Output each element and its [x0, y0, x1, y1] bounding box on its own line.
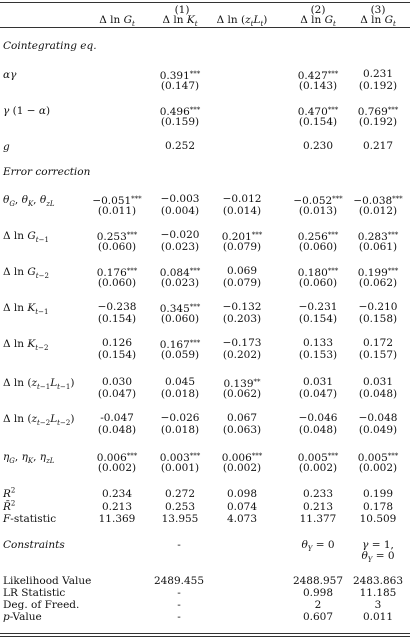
- coefficient-cell: 0.005***: [357, 452, 399, 464]
- std-error-cell: (0.060): [298, 277, 338, 289]
- constraints-col4: $\theta_Y = 0$: [301, 539, 335, 554]
- coefficient-cell: 0.031: [362, 376, 394, 388]
- test-cell: 2483.863: [352, 575, 404, 587]
- coefficient-cell: 0.231: [362, 68, 394, 80]
- coefficient-cell: −0.012: [222, 193, 262, 205]
- std-error-cell: (0.049): [358, 424, 398, 436]
- std-error-cell: (0.147): [160, 80, 200, 92]
- std-error-cell: (0.060): [298, 241, 338, 253]
- coefficient-cell: -0.047: [100, 412, 134, 424]
- std-error-cell: (0.153): [298, 349, 338, 361]
- std-error-cell: (0.159): [160, 116, 200, 128]
- test-cell: 0.607: [302, 611, 334, 623]
- test-cell: 3: [374, 599, 382, 611]
- std-error-cell: (0.079): [222, 241, 262, 253]
- stat-cell: 0.213: [101, 501, 133, 513]
- constraints-col2: -: [177, 539, 181, 551]
- std-error-cell: (0.048): [298, 424, 338, 436]
- std-error-cell: (0.060): [160, 313, 200, 325]
- column-header: Δ $\ln (z_tL_t)$: [216, 14, 268, 29]
- coefficient-cell: −0.173: [222, 337, 262, 349]
- coefficient-cell: 0.139**: [223, 378, 261, 390]
- std-error-cell: (0.063): [222, 424, 262, 436]
- std-error-cell: (0.143): [298, 80, 338, 92]
- std-error-cell: (0.047): [97, 388, 137, 400]
- row-label: Δ $\ln G_{t-1}$: [3, 230, 49, 245]
- coefficient-cell: −0.020: [160, 229, 200, 241]
- stat-cell: 11.377: [299, 513, 337, 525]
- coefficient-cell: 0.030: [101, 376, 133, 388]
- row-label: $\eta_G$, $\eta_K$, $\eta_{zL}$: [3, 451, 55, 466]
- test-cell: 11.185: [359, 587, 397, 599]
- std-error-cell: (0.060): [97, 277, 137, 289]
- stat-cell: 0.253: [164, 501, 196, 513]
- stat-cell: 0.098: [226, 488, 258, 500]
- coefficient-cell: 0.769***: [357, 106, 399, 118]
- std-error-cell: (0.059): [160, 349, 200, 361]
- coefficient-cell: −0.132: [222, 301, 262, 313]
- stat-label: F-statistic: [3, 513, 57, 525]
- coefficient-cell: 0.253***: [96, 231, 138, 243]
- bottom-rule: [0, 633, 410, 634]
- std-error-cell: (0.203): [222, 313, 262, 325]
- coefficient-cell: 0.230: [302, 140, 334, 152]
- constraints-label: Constraints: [3, 539, 65, 551]
- row-label: Δ $\ln K_{t-1}$: [3, 302, 49, 317]
- std-error-cell: (0.012): [358, 205, 398, 217]
- stat-cell: 0.234: [101, 488, 133, 500]
- std-error-cell: (0.060): [97, 241, 137, 253]
- row-label: g: [3, 141, 10, 153]
- coefficient-cell: 0.031: [302, 376, 334, 388]
- coefficient-cell: 0.133: [302, 337, 334, 349]
- row-label: Δ $\ln K_{t-2}$: [3, 338, 49, 353]
- test-cell: 0.011: [362, 611, 394, 623]
- constraints-col5-line2: $\theta_Y = 0$: [361, 550, 395, 565]
- std-error-cell: (0.192): [358, 116, 398, 128]
- coefficient-cell: −0.026: [160, 412, 200, 424]
- coefficient-cell: 0.256***: [297, 231, 339, 243]
- std-error-cell: (0.018): [160, 388, 200, 400]
- coefficient-cell: 0.470***: [297, 106, 339, 118]
- coefficient-cell: 0.176***: [96, 267, 138, 279]
- stat-cell: 13.955: [161, 513, 199, 525]
- test-label: Deg. of Freed.: [3, 599, 80, 611]
- std-error-cell: (0.157): [358, 349, 398, 361]
- coefficient-cell: 0.217: [362, 140, 394, 152]
- std-error-cell: (0.154): [298, 116, 338, 128]
- stat-cell: 0.074: [226, 501, 258, 513]
- std-error-cell: (0.202): [222, 349, 262, 361]
- coefficient-cell: −0.210: [358, 301, 398, 313]
- std-error-cell: (0.062): [222, 388, 262, 400]
- std-error-cell: (0.154): [97, 349, 137, 361]
- coefficient-cell: −0.038***: [353, 195, 403, 207]
- section-cointegrating: Cointegrating eq.: [3, 40, 97, 52]
- coefficient-cell: 0.496***: [159, 106, 201, 118]
- section-error-correction: Error correction: [3, 166, 91, 178]
- row-label: Δ $\ln (z_{t-1}L_{t-1})$: [3, 377, 75, 392]
- std-error-cell: (0.154): [298, 313, 338, 325]
- std-error-cell: (0.023): [160, 277, 200, 289]
- std-error-cell: (0.011): [97, 205, 137, 217]
- row-label: γ (1 − α): [3, 105, 51, 117]
- coefficient-cell: 0.199***: [357, 267, 399, 279]
- std-error-cell: (0.154): [97, 313, 137, 325]
- test-label: p-Value: [3, 611, 42, 623]
- test-cell: 2: [314, 599, 322, 611]
- coefficient-cell: 0.172: [362, 337, 394, 349]
- coefficient-cell: 0.045: [164, 376, 196, 388]
- stat-label: R̄$^2$: [3, 499, 16, 513]
- std-error-cell: (0.158): [358, 313, 398, 325]
- coefficient-cell: −0.231: [298, 301, 338, 313]
- std-error-cell: (0.004): [160, 205, 200, 217]
- stat-cell: 0.272: [164, 488, 196, 500]
- coefficient-cell: 0.252: [164, 140, 196, 152]
- test-cell: 2489.455: [153, 575, 205, 587]
- test-label: Likelihood Value: [3, 575, 92, 587]
- column-header: Δ $\ln G_t$: [300, 14, 336, 29]
- std-error-cell: (0.048): [97, 424, 137, 436]
- std-error-cell: (0.079): [222, 277, 262, 289]
- stat-cell: 0.233: [302, 488, 334, 500]
- row-label: Δ $\ln (z_{t-2}L_{t-2})$: [3, 413, 75, 428]
- std-error-cell: (0.192): [358, 80, 398, 92]
- header-rule: [0, 27, 410, 28]
- stat-cell: 4.073: [226, 513, 258, 525]
- coefficient-cell: 0.084***: [159, 267, 201, 279]
- std-error-cell: (0.047): [298, 388, 338, 400]
- column-group-label: (2): [310, 4, 326, 16]
- std-error-cell: (0.013): [298, 205, 338, 217]
- coefficient-cell: 0.003***: [159, 452, 201, 464]
- coefficient-cell: 0.201***: [221, 231, 263, 243]
- coefficient-cell: −0.048: [358, 412, 398, 424]
- test-cell: -: [177, 587, 181, 599]
- std-error-cell: (0.018): [160, 424, 200, 436]
- test-cell: -: [177, 611, 181, 623]
- coefficient-cell: −0.238: [97, 301, 137, 313]
- stat-cell: 0.178: [362, 501, 394, 513]
- std-error-cell: (0.002): [222, 462, 262, 474]
- coefficient-cell: 0.069: [226, 265, 258, 277]
- std-error-cell: (0.023): [160, 241, 200, 253]
- test-cell: 2488.957: [292, 575, 344, 587]
- std-error-cell: (0.014): [222, 205, 262, 217]
- row-label: Δ $\ln G_{t-2}$: [3, 266, 49, 281]
- coefficient-cell: −0.046: [298, 412, 338, 424]
- std-error-cell: (0.002): [97, 462, 137, 474]
- row-label: $\theta_G$, $\theta_K$, $\theta_{zL}$: [3, 194, 55, 209]
- column-header: Δ $\ln K_t$: [162, 14, 198, 29]
- coefficient-cell: 0.283***: [357, 231, 399, 243]
- std-error-cell: (0.061): [358, 241, 398, 253]
- coefficient-cell: 0.006***: [96, 452, 138, 464]
- stat-cell: 11.369: [98, 513, 136, 525]
- coefficient-cell: −0.003: [160, 193, 200, 205]
- coefficient-cell: 0.126: [101, 337, 133, 349]
- coefficient-cell: 0.006***: [221, 452, 263, 464]
- constraints-col5-line1: γ = 1,: [362, 539, 394, 551]
- coefficient-cell: 0.391***: [159, 70, 201, 82]
- stat-cell: 0.199: [362, 488, 394, 500]
- column-group-label: (1): [174, 4, 190, 16]
- coefficient-cell: 0.427***: [297, 70, 339, 82]
- stat-label: $R^2$: [3, 486, 16, 500]
- coefficient-cell: 0.067: [226, 412, 258, 424]
- stat-cell: 0.213: [302, 501, 334, 513]
- test-cell: 0.998: [302, 587, 334, 599]
- test-label: LR Statistic: [3, 587, 66, 599]
- coefficient-cell: 0.167***: [159, 339, 201, 351]
- std-error-cell: (0.062): [358, 277, 398, 289]
- std-error-cell: (0.048): [358, 388, 398, 400]
- coefficient-cell: 0.180***: [297, 267, 339, 279]
- std-error-cell: (0.002): [358, 462, 398, 474]
- column-group-label: (3): [370, 4, 386, 16]
- coefficient-cell: −0.051***: [92, 195, 142, 207]
- std-error-cell: (0.002): [298, 462, 338, 474]
- coefficient-cell: 0.345***: [159, 303, 201, 315]
- top-rule: [0, 2, 410, 3]
- coefficient-cell: −0.052***: [293, 195, 343, 207]
- test-cell: -: [177, 599, 181, 611]
- column-header: Δ $\ln G_t$: [360, 14, 396, 29]
- stat-cell: 10.509: [359, 513, 397, 525]
- std-error-cell: (0.001): [160, 462, 200, 474]
- row-label: αγ: [3, 69, 17, 81]
- bottom-rule-2: [0, 636, 410, 637]
- coefficient-cell: 0.005***: [297, 452, 339, 464]
- column-header: Δ $\ln G_t$: [99, 14, 135, 29]
